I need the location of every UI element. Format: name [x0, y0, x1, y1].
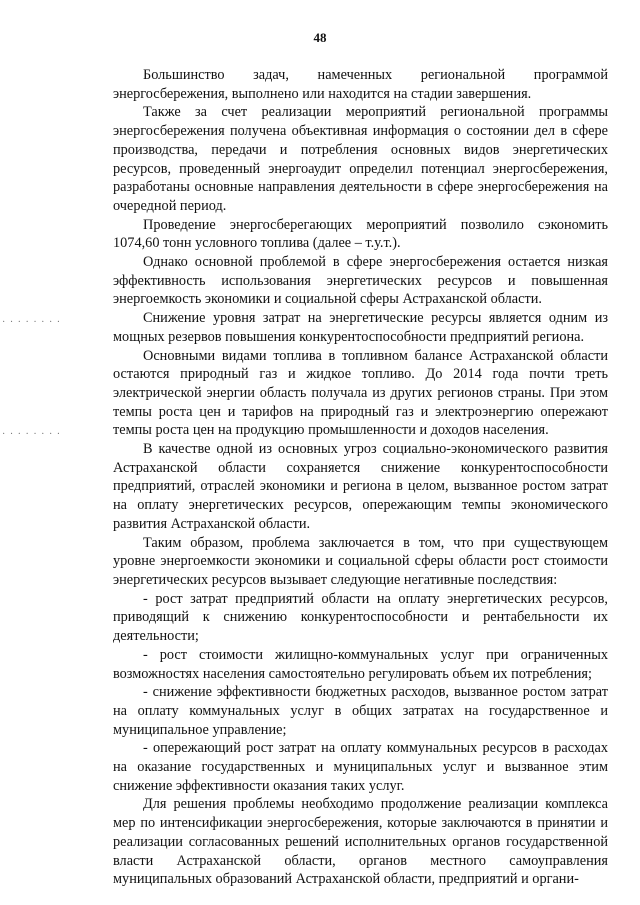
- paragraph: Для решения проблемы необходимо продолжение реализации комплекса мер по интенсификации энергосбережения, которые заключаются в принятии и реализации согласованных решений исполнительных органов государственной власти Астраханской области, органов местного самоуправления муниципальных образований Астраханской области, предприятий и органи-: [113, 796, 608, 888]
- body-text: [113, 66, 608, 889]
- margin-scan-mark: · · · · · · · ·: [2, 429, 62, 440]
- page-number: 48: [313, 30, 327, 45]
- paragraph: Таким образом, проблема заключается в том, что при существующем уровне энергоемкости экономики и социальной сферы области рост стоимости энергетических ресурсов вызывает следующие негативные последствия:: [113, 534, 608, 588]
- paragraph: Основными видами топлива в топливном балансе Астраханской области остаются природный газ и жидкое топливо. До 2014 года почти треть электрической энергии область получала из других регионов страны. При этом темпы роста цен и тарифов на природный газ и электроэнергию опережают темпы роста цен на продукцию промышленности и доходов населения.: [113, 347, 608, 439]
- paragraph: Однако основной проблемой в сфере энергосбережения остается низкая эффективность использования энергетических ресурсов и повышенная энергоемкость экономики и социальной сферы Астраханской области.: [113, 254, 608, 308]
- list-item: - опережающий рост затрат на оплату коммунальных ресурсов в расходах на оказание государственных и муниципальных услуг и вызванное этим снижение эффективности оказания таких услуг.: [113, 740, 608, 794]
- list-item: - рост затрат предприятий области на оплату энергетических ресурсов, приводящий к снижению конкурентоспособности и рентабельности их деятельности;: [113, 590, 608, 645]
- list-item: - рост стоимости жилищно-коммунальных услуг при ограниченных возможностях населения самостоятельно регулировать объем их потребления;: [113, 646, 608, 682]
- paragraph: Большинство задач, намеченных региональной программой энергосбережения, выполнено или находится на стадии завершения.: [113, 67, 608, 102]
- list-item: - снижение эффективности бюджетных расходов, вызванное ростом затрат на оплату коммунальных услуг в общих затратах на государственное и муниципальное управление;: [113, 684, 608, 738]
- paragraph: Также за счет реализации мероприятий региональной программы энергосбережения получена объективная информация о состоянии дел в сфере производства, передачи и потребления основных видов энергетических ресурсов, проведенный энергоаудит определил потенциал энергосбережения, разработаны основные направления деятельности в сфере энергосбережения на очередной период.: [113, 104, 608, 214]
- paragraph: В качестве одной из основных угроз социально-экономического развития Астраханской области сохраняется снижение конкурентоспособности предприятий, отраслей экономики и региона в целом, вызванное ростом затрат на оплату энергетических ресурсов, опережающим темпы экономического развития Астраханской области.: [113, 441, 608, 532]
- margin-scan-mark: · · · · · · · ·: [2, 317, 62, 328]
- paragraph: Снижение уровня затрат на энергетические ресурсы является одним из мощных резервов повышения конкурентоспособности предприятий региона.: [113, 310, 608, 345]
- paragraph: Проведение энергосберегающих мероприятий позволило сэкономить 1074,60 тонн условного топлива (далее – т.у.т.).: [113, 216, 608, 252]
